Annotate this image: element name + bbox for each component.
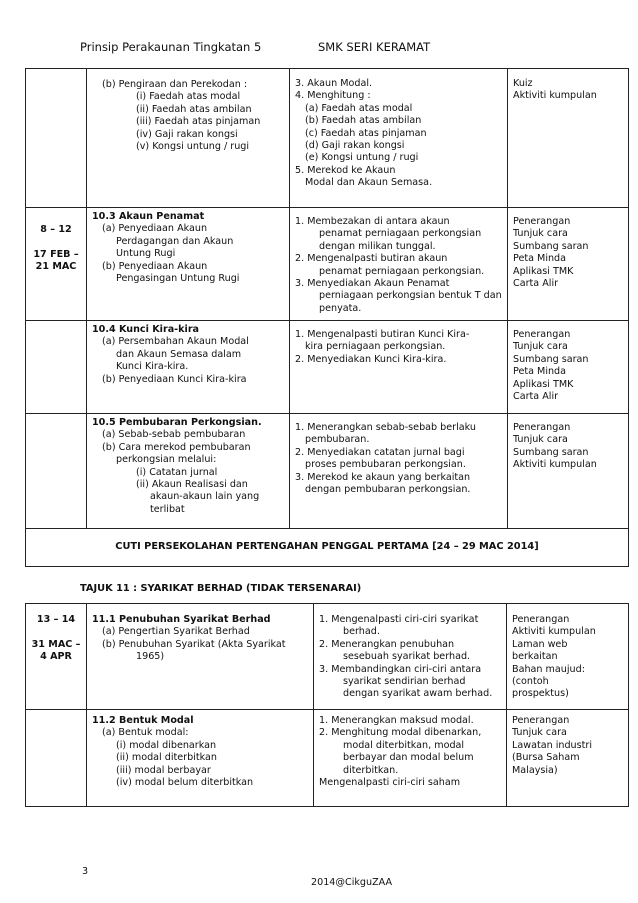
cell-line: (a) Bentuk modal:: [102, 727, 189, 739]
objectives-cell: [290, 69, 508, 208]
cell-line: Laman web: [512, 638, 568, 650]
cell-line: 1965): [136, 651, 165, 663]
table-row: [26, 69, 629, 208]
cell-line: (b) Cara merekod pembubaran: [102, 441, 251, 453]
topic-cell: [87, 69, 290, 208]
cell-line: penyata.: [319, 302, 362, 314]
cell-line: 3. Merekod ke akaun yang berkaitan: [295, 471, 471, 483]
cell-line: 1. Menerangkan sebab-sebab berlaku: [295, 422, 477, 433]
section-heading: TAJUK 11 : SYARIKAT BERHAD (TIDAK TERSENARAI): [80, 583, 362, 594]
cell-line: Sumbang saran: [513, 446, 589, 458]
cell-line: Penerangan: [513, 216, 571, 227]
cell-line: 31 MAC –: [31, 638, 81, 650]
cell-line: Aplikasi TMK: [513, 265, 574, 277]
activities-cell: [508, 414, 629, 529]
cell-line: 17 FEB –: [33, 248, 79, 260]
cell-line: dengan syarikat awam berhad.: [343, 688, 493, 700]
cell-line: berbayar dan modal belum: [343, 752, 474, 764]
cell-line: Sumbang saran: [513, 240, 589, 252]
cell-line: (ii) modal diterbitkan: [116, 752, 217, 764]
cell-line: (a) Penyediaan Akaun: [102, 223, 208, 235]
cell-line: 21 MAC: [35, 261, 77, 273]
topic-cell: [87, 208, 290, 321]
cell-line: Penerangan: [513, 422, 571, 433]
cell-line: sesebuah syarikat berhad.: [343, 651, 471, 663]
header-subject: Prinsip Perakaunan Tingkatan 5: [80, 40, 262, 54]
cell-line: 10.4 Kunci Kira-kira: [92, 324, 200, 335]
cell-line: Kunci Kira-kira.: [116, 361, 189, 373]
cell-line: 10.3 Akaun Penamat: [92, 211, 205, 222]
cell-line: Carta Alir: [513, 278, 559, 290]
cell-line: Tunjuk cara: [513, 341, 568, 353]
topic-cell: [87, 710, 314, 807]
objectives-cell: [314, 710, 507, 807]
cell-line: [31, 626, 81, 638]
cell-line: 13 – 14: [36, 614, 76, 625]
week-cell: [26, 208, 87, 321]
cell-line: (a) Persembahan Akaun Modal: [102, 336, 249, 348]
cell-line: Malaysia): [512, 764, 558, 776]
cell-line: 2. Menyediakan catatan jurnal bagi: [295, 446, 465, 458]
cell-line: (ii) Faedah atas ambilan: [136, 103, 252, 115]
cell-line: (a) Sebab-sebab pembubaran: [102, 429, 246, 441]
cell-line: akaun-akaun lain yang: [150, 491, 260, 503]
cell-line: proses pembubaran perkongsian.: [305, 459, 466, 471]
cell-line: Aktiviti kumpulan: [513, 90, 597, 102]
cell-line: 2. Menghitung modal dibenarkan,: [319, 727, 482, 739]
cell-line: berkaitan: [512, 651, 558, 663]
cell-line: Lawatan industri: [512, 739, 593, 751]
cell-line: Carta Alir: [513, 391, 559, 403]
cell-line: (e) Kongsi untung / rugi: [305, 152, 419, 164]
cell-line: [31, 236, 81, 248]
activities-cell: [508, 208, 629, 321]
cell-line: 10.5 Pembubaran Perkongsian.: [92, 417, 262, 428]
cell-line: (contoh: [512, 676, 549, 688]
objectives-cell: [290, 208, 508, 321]
cell-line: 1. Membezakan di antara akaun: [295, 216, 450, 227]
holiday-row: [26, 529, 629, 567]
cell-line: (i) modal dibenarkan: [116, 739, 217, 751]
topic-cell: [87, 414, 290, 529]
cell-line: (iii) modal berbayar: [116, 764, 211, 776]
header-school: SMK SERI KERAMAT: [318, 40, 431, 54]
footer-credit: 2014@CikguZAA: [311, 877, 393, 888]
cell-line: Kuiz: [513, 78, 533, 89]
cell-line: 3. Akaun Modal.: [295, 78, 373, 89]
cell-line: diterbitkan.: [343, 764, 399, 776]
cell-line: Tunjuk cara: [512, 727, 567, 739]
cell-line: 2. Menyediakan Kunci Kira-kira.: [295, 353, 447, 365]
cell-line: (b) Penyediaan Kunci Kira-kira: [102, 373, 247, 385]
cell-line: 2. Mengenalpasti butiran akaun: [295, 253, 448, 265]
cell-line: (ii) Akaun Realisasi dan: [136, 479, 248, 491]
objectives-cell: [290, 414, 508, 529]
cell-line: 8 – 12: [40, 224, 72, 235]
cell-line: (iii) Faedah atas pinjaman: [136, 116, 261, 128]
cell-line: prospektus): [512, 688, 569, 700]
activities-cell: [508, 69, 629, 208]
cell-line: (d) Gaji rakan kongsi: [305, 140, 405, 152]
activities-cell: [507, 710, 629, 807]
week-cell: [26, 69, 87, 208]
cell-line: (b) Penyediaan Akaun: [102, 260, 208, 272]
holiday-banner: CUTI PERSEKOLAHAN PERTENGAHAN PENGGAL PERTAMA [24 – 29 MAC 2014]: [26, 529, 629, 567]
cell-line: 1. Mengenalpasti ciri-ciri syarikat: [319, 614, 479, 625]
cell-line: Aktiviti kumpulan: [513, 459, 597, 471]
cell-line: Aplikasi TMK: [513, 378, 574, 390]
scheme-table-1: [25, 68, 629, 567]
cell-line: Bahan maujud:: [512, 663, 585, 675]
cell-line: (Bursa Saham: [512, 752, 580, 764]
cell-line: (i) Faedah atas modal: [136, 91, 241, 103]
topic-cell: [87, 321, 290, 414]
page-number: 3: [82, 866, 89, 877]
cell-line: (c) Faedah atas pinjaman: [305, 127, 427, 139]
cell-line: Sumbang saran: [513, 353, 589, 365]
cell-line: 11.2 Bentuk Modal: [92, 715, 194, 726]
cell-line: Aktiviti kumpulan: [512, 626, 596, 638]
cell-line: berhad.: [343, 626, 380, 638]
week-cell: [26, 414, 87, 529]
table-row: [26, 208, 629, 321]
cell-line: pembubaran.: [305, 434, 370, 446]
cell-line: (iv) modal belum diterbitkan: [116, 777, 254, 789]
cell-line: 4 APR: [40, 651, 72, 663]
week-cell: [26, 710, 87, 807]
cell-line: perniagaan perkongsian bentuk T dan: [319, 290, 502, 302]
cell-line: Penerangan: [513, 329, 571, 340]
cell-line: Penerangan: [512, 715, 570, 726]
activities-cell: [507, 604, 629, 710]
cell-line: modal diterbitkan, modal: [343, 739, 465, 751]
cell-line: penamat perniagaan perkongsian.: [319, 265, 485, 277]
table-row: [26, 710, 629, 807]
table-row: [26, 604, 629, 710]
cell-line: Perdagangan dan Akaun: [116, 235, 234, 247]
scheme-table-2: [25, 603, 629, 807]
cell-line: Modal dan Akaun Semasa.: [305, 177, 433, 189]
cell-line: perkongsian melalui:: [116, 454, 217, 466]
cell-line: dengan milikan tunggal.: [319, 240, 436, 252]
cell-line: dengan pembubaran perkongsian.: [305, 484, 471, 496]
objectives-cell: [290, 321, 508, 414]
cell-line: Peta Minda: [513, 366, 567, 378]
cell-line: Penerangan: [512, 614, 570, 625]
cell-line: (v) Kongsi untung / rugi: [136, 141, 250, 153]
cell-line: 3. Membandingkan ciri-ciri antara: [319, 663, 482, 675]
cell-line: 1. Mengenalpasti butiran Kunci Kira-: [295, 329, 470, 340]
cell-line: 2. Menerangkan penubuhan: [319, 638, 455, 650]
table-row: [26, 321, 629, 414]
cell-line: Mengenalpasti ciri-ciri saham: [319, 777, 461, 789]
cell-line: (i) Catatan jurnal: [136, 466, 218, 478]
table-row: [26, 414, 629, 529]
cell-line: Tunjuk cara: [513, 228, 568, 240]
cell-line: Peta Minda: [513, 253, 567, 265]
cell-line: (b) Penubuhan Syarikat (Akta Syarikat: [102, 638, 286, 650]
cell-line: penamat perniagaan perkongsian: [319, 228, 482, 240]
objectives-cell: [314, 604, 507, 710]
week-cell: [26, 321, 87, 414]
cell-line: (iv) Gaji rakan kongsi: [136, 128, 238, 140]
topic-cell: [87, 604, 314, 710]
cell-line: 11.1 Penubuhan Syarikat Berhad: [92, 614, 271, 625]
cell-line: 5. Merekod ke Akaun: [295, 164, 396, 176]
cell-line: 4. Menghitung :: [295, 90, 371, 102]
cell-line: dan Akaun Semasa dalam: [116, 348, 242, 360]
cell-line: terlibat: [150, 503, 185, 515]
cell-line: syarikat sendirian berhad: [343, 676, 466, 688]
cell-line: (a) Faedah atas modal: [305, 102, 413, 114]
week-cell: [26, 604, 87, 710]
cell-line: (b) Pengiraan dan Perekodan :: [102, 79, 248, 90]
cell-line: 1. Menerangkan maksud modal.: [319, 715, 474, 726]
cell-line: Untung Rugi: [116, 248, 176, 260]
cell-line: (a) Pengertian Syarikat Berhad: [102, 626, 250, 638]
cell-line: 3. Menyediakan Akaun Penamat: [295, 278, 450, 290]
activities-cell: [508, 321, 629, 414]
cell-line: kira perniagaan perkongsian.: [305, 341, 446, 353]
cell-line: Tunjuk cara: [513, 434, 568, 446]
cell-line: (b) Faedah atas ambilan: [305, 115, 422, 127]
cell-line: Pengasingan Untung Rugi: [116, 273, 240, 285]
